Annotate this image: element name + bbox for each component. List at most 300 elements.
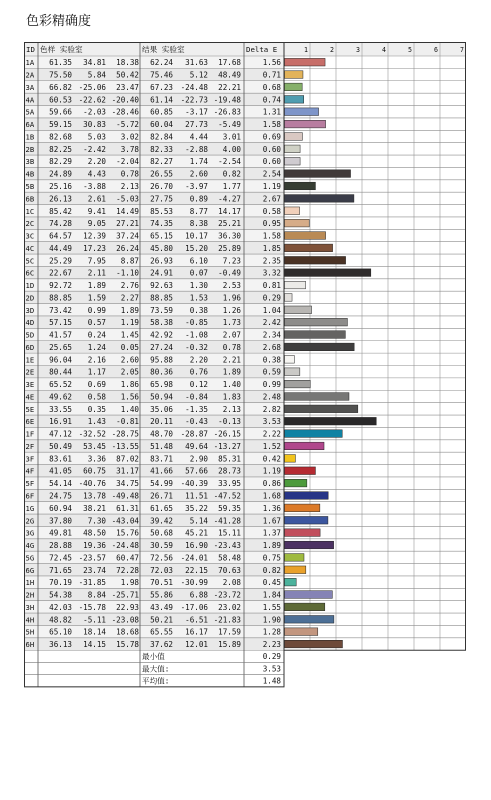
delta-bar xyxy=(285,318,348,326)
delta-bar xyxy=(285,71,303,79)
delta-bar xyxy=(285,417,377,425)
delta-value: 0.81 xyxy=(262,281,281,291)
sample-a: -25.06 xyxy=(78,82,106,92)
delta-value: 1.68 xyxy=(262,491,281,501)
result-b: 70.63 xyxy=(218,565,241,575)
sample-a: 0.24 xyxy=(87,330,106,340)
delta-value: 0.29 xyxy=(262,293,281,303)
tick-label: 2 xyxy=(330,46,334,54)
result-b: 2.08 xyxy=(222,578,241,588)
result-a: 22.15 xyxy=(185,565,208,575)
delta-value: 2.67 xyxy=(262,194,281,204)
delta-bar xyxy=(285,479,307,487)
sample-b: 18.38 xyxy=(116,58,139,68)
delta-value: 0.38 xyxy=(262,355,281,365)
sample-l: 85.42 xyxy=(49,206,72,216)
result-a: 16.90 xyxy=(185,541,208,551)
delta-value: 3.53 xyxy=(262,417,281,427)
result-l: 70.51 xyxy=(150,578,173,588)
row-id: 2E xyxy=(25,367,35,377)
sample-l: 42.03 xyxy=(49,602,72,612)
delta-bar xyxy=(285,393,349,401)
sample-l: 83.61 xyxy=(49,454,72,464)
row-id: 3E xyxy=(25,380,35,390)
sample-b: 50.42 xyxy=(116,70,139,80)
delta-bar xyxy=(285,628,318,636)
sample-a: -2.03 xyxy=(83,107,106,117)
sample-a: 2.20 xyxy=(87,157,106,167)
sample-a: 9.41 xyxy=(87,206,106,216)
row-id: 1E xyxy=(25,355,35,365)
sample-l: 82.25 xyxy=(49,144,72,154)
delta-value: 2.22 xyxy=(262,429,281,439)
result-l: 82.27 xyxy=(150,157,173,167)
sample-a: 12.39 xyxy=(83,231,106,241)
sample-b: 61.31 xyxy=(116,503,139,513)
result-a: 5.14 xyxy=(189,516,208,526)
result-l: 42.92 xyxy=(150,330,173,340)
sample-a: 7.95 xyxy=(87,256,106,266)
result-b: -23.72 xyxy=(213,590,241,600)
row-id: 3C xyxy=(25,231,35,241)
row-id: 5B xyxy=(25,182,35,191)
sample-l: 49.81 xyxy=(49,528,72,538)
sample-b: 27.21 xyxy=(116,219,139,229)
delta-bar xyxy=(285,256,346,264)
tick-label: 1 xyxy=(304,46,308,54)
sample-l: 82.29 xyxy=(49,157,72,167)
sample-a: 0.69 xyxy=(87,380,106,390)
delta-bar xyxy=(285,306,312,314)
sample-b: 1.40 xyxy=(120,404,139,414)
delta-bar xyxy=(285,83,303,91)
result-l: 51.48 xyxy=(150,441,173,451)
sample-l: 71.65 xyxy=(49,565,72,575)
result-b: 3.01 xyxy=(222,132,241,142)
result-a: 35.22 xyxy=(185,503,208,513)
result-a: 1.30 xyxy=(189,281,208,291)
delta-bar xyxy=(285,504,320,512)
sample-b: -25.71 xyxy=(111,590,139,600)
delta-value: 0.86 xyxy=(262,479,281,489)
result-l: 26.70 xyxy=(150,182,173,191)
delta-bar xyxy=(285,182,316,190)
sample-a: 3.36 xyxy=(87,454,106,464)
result-l: 27.24 xyxy=(150,342,173,352)
sample-l: 54.14 xyxy=(49,479,72,489)
row-id: 1F xyxy=(25,429,35,439)
sample-l: 96.04 xyxy=(49,355,72,365)
summary-label: 最小值 xyxy=(142,652,165,662)
row-id: 5E xyxy=(25,404,35,414)
sample-l: 24.75 xyxy=(49,491,72,501)
sample-b: 8.87 xyxy=(120,256,139,266)
sample-l: 70.19 xyxy=(49,578,72,588)
result-a: 12.01 xyxy=(185,640,208,650)
sample-b: 2.13 xyxy=(120,182,139,191)
delta-bar xyxy=(285,157,301,165)
result-a: 0.89 xyxy=(189,194,208,204)
sample-a: 2.11 xyxy=(87,268,106,278)
sample-l: 60.53 xyxy=(49,95,72,105)
delta-value: 1.84 xyxy=(262,590,281,600)
sample-a: 53.45 xyxy=(83,441,106,451)
result-a: 0.38 xyxy=(189,305,208,315)
delta-value: 0.42 xyxy=(262,454,281,464)
delta-bar xyxy=(285,343,355,351)
sample-b: -24.48 xyxy=(111,541,139,551)
result-l: 37.62 xyxy=(150,640,173,650)
sample-l: 66.82 xyxy=(49,82,72,92)
delta-bar xyxy=(285,467,316,475)
sample-l: 59.66 xyxy=(49,107,72,117)
result-l: 80.36 xyxy=(150,367,173,377)
sample-a: 48.50 xyxy=(83,528,106,538)
row-id: 1B xyxy=(25,132,35,142)
result-a: -0.32 xyxy=(185,342,208,352)
delta-value: 0.75 xyxy=(262,553,281,563)
row-id: 4D xyxy=(25,318,35,328)
row-id: 3A xyxy=(25,82,35,92)
delta-bar xyxy=(285,430,343,438)
sample-a: 8.84 xyxy=(87,590,106,600)
sample-b: 0.05 xyxy=(120,342,139,352)
sample-b: 2.76 xyxy=(120,281,139,291)
sample-l: 65.10 xyxy=(49,627,72,637)
delta-bar xyxy=(285,529,321,537)
sample-a: 34.81 xyxy=(83,58,106,68)
result-b: 36.30 xyxy=(218,231,241,241)
sample-b: 15.76 xyxy=(116,528,139,538)
result-a: 10.17 xyxy=(185,231,208,241)
result-b: 17.68 xyxy=(218,58,241,68)
result-a: 15.20 xyxy=(185,243,208,253)
result-b: 1.96 xyxy=(222,293,241,303)
row-id: 4C xyxy=(25,243,35,253)
result-l: 65.98 xyxy=(150,380,173,390)
result-a: -28.87 xyxy=(180,429,208,439)
sample-b: 22.93 xyxy=(116,602,139,612)
result-b: 1.89 xyxy=(222,367,241,377)
sample-a: 60.75 xyxy=(83,466,106,476)
delta-value: 1.58 xyxy=(262,120,281,130)
result-a: 11.51 xyxy=(185,491,208,501)
delta-bar xyxy=(285,207,300,215)
row-id: 2D xyxy=(25,293,35,303)
result-a: 4.44 xyxy=(189,132,208,142)
row-id: 6H xyxy=(25,640,35,650)
delta-value: 0.69 xyxy=(262,132,281,142)
delta-value: 2.23 xyxy=(262,640,281,650)
result-l: 61.14 xyxy=(150,95,173,105)
result-a: 1.53 xyxy=(189,293,208,303)
sample-b: 87.02 xyxy=(116,454,139,464)
delta-bar xyxy=(285,195,354,203)
result-a: 27.73 xyxy=(185,120,208,130)
sample-a: 19.36 xyxy=(83,541,106,551)
delta-bar xyxy=(285,591,333,599)
tick-label: 7 xyxy=(460,46,464,54)
sample-l: 75.50 xyxy=(49,70,72,80)
summary-value: 1.48 xyxy=(262,676,281,686)
row-id: 1A xyxy=(25,58,35,68)
result-b: -13.27 xyxy=(213,441,241,451)
sample-a: -22.62 xyxy=(78,95,106,105)
delta-bar xyxy=(285,96,304,104)
sample-l: 74.28 xyxy=(49,219,72,229)
row-id: 6F xyxy=(25,491,35,501)
row-id: 6D xyxy=(25,342,35,352)
result-b: 48.49 xyxy=(218,70,241,80)
sample-b: 1.56 xyxy=(120,392,139,402)
sample-a: 4.43 xyxy=(87,169,106,179)
row-id: 4B xyxy=(25,169,35,179)
delta-value: 1.31 xyxy=(262,107,281,117)
result-a: 0.12 xyxy=(189,380,208,390)
result-a: -0.43 xyxy=(185,417,208,427)
result-b: 25.21 xyxy=(218,219,241,229)
sample-b: -49.48 xyxy=(111,491,139,501)
row-id: 2G xyxy=(25,516,35,526)
sample-a: 18.14 xyxy=(83,627,106,637)
delta-bar xyxy=(285,120,326,128)
delta-value: 1.56 xyxy=(262,58,281,68)
sample-b: -0.81 xyxy=(116,417,139,427)
row-id: 5G xyxy=(25,553,35,563)
sample-l: 48.82 xyxy=(49,615,72,625)
result-l: 72.03 xyxy=(150,565,173,575)
row-id: 2F xyxy=(25,441,35,451)
delta-bar xyxy=(285,356,295,364)
delta-bar xyxy=(285,331,346,339)
result-a: 8.77 xyxy=(189,206,208,216)
result-b: 25.89 xyxy=(218,243,241,253)
delta-value: 0.60 xyxy=(262,144,281,154)
result-l: 75.46 xyxy=(150,70,173,80)
delta-value: 1.04 xyxy=(262,305,281,315)
sample-a: -40.76 xyxy=(78,479,106,489)
result-b: -2.54 xyxy=(218,157,241,167)
result-a: 8.38 xyxy=(189,219,208,229)
result-l: 82.33 xyxy=(150,144,173,154)
sample-a: 30.83 xyxy=(83,120,106,130)
result-b: 2.53 xyxy=(222,281,241,291)
result-l: 73.59 xyxy=(150,305,173,315)
result-l: 65.55 xyxy=(150,627,173,637)
result-l: 61.65 xyxy=(150,503,173,513)
sample-a: -3.88 xyxy=(83,182,106,191)
sample-a: 7.30 xyxy=(87,516,106,526)
sample-l: 60.94 xyxy=(49,503,72,513)
result-b: 15.89 xyxy=(218,640,241,650)
delta-bar xyxy=(285,566,306,574)
sample-l: 25.29 xyxy=(49,256,72,266)
result-l: 48.70 xyxy=(150,429,173,439)
sample-a: 23.74 xyxy=(83,565,106,575)
sample-a: 0.57 xyxy=(87,318,106,328)
delta-bar xyxy=(285,455,296,463)
result-a: -17.06 xyxy=(180,602,208,612)
sample-b: 3.78 xyxy=(120,144,139,154)
result-a: -0.84 xyxy=(185,392,208,402)
result-b: 33.95 xyxy=(218,479,241,489)
sample-l: 28.88 xyxy=(49,541,72,551)
result-l: 39.42 xyxy=(150,516,173,526)
delta-value: 1.37 xyxy=(262,528,281,538)
sample-a: 0.99 xyxy=(87,305,106,315)
delta-bar xyxy=(285,170,351,178)
result-b: 0.82 xyxy=(222,169,241,179)
delta-bar xyxy=(285,133,303,141)
delta-bar xyxy=(285,269,371,277)
result-a: 6.88 xyxy=(189,590,208,600)
result-a: -0.85 xyxy=(185,318,208,328)
result-l: 67.23 xyxy=(150,82,173,92)
delta-bar xyxy=(285,554,305,562)
sample-b: 2.27 xyxy=(120,293,139,303)
delta-value: 2.48 xyxy=(262,392,281,402)
result-l: 24.91 xyxy=(150,268,173,278)
result-l: 54.99 xyxy=(150,479,173,489)
delta-bar xyxy=(285,578,297,586)
delta-value: 1.89 xyxy=(262,541,281,551)
result-a: -2.88 xyxy=(185,144,208,154)
result-l: 43.49 xyxy=(150,602,173,612)
delta-bar xyxy=(285,405,358,413)
summary-label: 平均值: xyxy=(142,676,170,686)
sample-b: 31.17 xyxy=(116,466,139,476)
result-b: 1.77 xyxy=(222,182,241,191)
result-a: 0.07 xyxy=(189,268,208,278)
tick-label: 5 xyxy=(408,46,412,54)
delta-value: 0.74 xyxy=(262,95,281,105)
delta-bar xyxy=(285,492,329,500)
result-a: 2.60 xyxy=(189,169,208,179)
delta-value: 0.68 xyxy=(262,82,281,92)
row-id: 2B xyxy=(25,144,35,154)
sample-b: 2.05 xyxy=(120,367,139,377)
row-id: 1D xyxy=(25,281,35,291)
row-id: 6E xyxy=(25,417,35,427)
result-b: 1.26 xyxy=(222,305,241,315)
result-b: 1.73 xyxy=(222,318,241,328)
sample-a: 1.59 xyxy=(87,293,106,303)
sample-l: 22.67 xyxy=(49,268,72,278)
sample-l: 64.57 xyxy=(49,231,72,241)
result-b: -23.43 xyxy=(213,541,241,551)
sample-l: 41.57 xyxy=(49,330,72,340)
delta-value: 0.95 xyxy=(262,219,281,229)
row-id: 5D xyxy=(25,330,35,340)
sample-l: 61.35 xyxy=(49,58,72,68)
row-id: 5A xyxy=(25,107,35,117)
row-id: 5H xyxy=(25,627,35,637)
result-b: 1.83 xyxy=(222,392,241,402)
delta-bar xyxy=(285,603,325,611)
result-b: 15.11 xyxy=(218,528,241,538)
summary-value: 0.29 xyxy=(262,652,281,662)
sample-l: 92.72 xyxy=(49,281,72,291)
result-l: 55.86 xyxy=(150,590,173,600)
result-b: 23.02 xyxy=(218,602,241,612)
sample-b: -13.55 xyxy=(111,441,139,451)
delta-value: 1.36 xyxy=(262,503,281,513)
result-a: 2.90 xyxy=(189,454,208,464)
result-l: 92.63 xyxy=(150,281,173,291)
result-a: -24.01 xyxy=(180,553,208,563)
delta-bar xyxy=(285,640,343,648)
sample-b: 1.86 xyxy=(120,380,139,390)
row-id: 6B xyxy=(25,194,35,204)
result-l: 72.56 xyxy=(150,553,173,563)
result-b: -26.83 xyxy=(213,107,241,117)
row-id: 3G xyxy=(25,528,35,538)
delta-value: 1.52 xyxy=(262,441,281,451)
result-b: -21.83 xyxy=(213,615,241,625)
summary-label: 最大值: xyxy=(142,664,170,674)
sample-a: 14.15 xyxy=(83,640,106,650)
row-id: 1H xyxy=(25,578,35,588)
delta-value: 2.34 xyxy=(262,330,281,340)
delta-value: 1.55 xyxy=(262,602,281,612)
delta-bar xyxy=(285,108,319,116)
result-b: 2.07 xyxy=(222,330,241,340)
result-b: 17.59 xyxy=(218,627,241,637)
result-a: -22.73 xyxy=(180,95,208,105)
result-b: 2.21 xyxy=(222,355,241,365)
sample-a: 13.78 xyxy=(83,491,106,501)
header-delta: Delta E xyxy=(246,45,278,54)
result-b: -41.28 xyxy=(213,516,241,526)
sample-a: 0.58 xyxy=(87,392,106,402)
delta-value: 2.54 xyxy=(262,169,281,179)
row-id: 2C xyxy=(25,219,35,229)
row-id: 5C xyxy=(25,256,35,266)
delta-value: 0.58 xyxy=(262,206,281,216)
result-b: 58.48 xyxy=(218,553,241,563)
sample-l: 80.44 xyxy=(49,367,72,377)
header-band xyxy=(24,42,466,56)
delta-value: 2.68 xyxy=(262,342,281,352)
color-accuracy-table xyxy=(24,42,466,772)
result-l: 30.59 xyxy=(150,541,173,551)
result-l: 45.80 xyxy=(150,243,173,253)
result-a: 0.76 xyxy=(189,367,208,377)
result-a: -40.39 xyxy=(180,479,208,489)
sample-l: 72.45 xyxy=(49,553,72,563)
page-title: 色彩精确度 xyxy=(26,14,92,29)
result-b: -5.49 xyxy=(218,120,241,130)
result-b: -26.15 xyxy=(213,429,241,439)
result-b: 4.00 xyxy=(222,144,241,154)
result-l: 20.11 xyxy=(150,417,173,427)
sample-l: 47.12 xyxy=(49,429,72,439)
sample-a: 5.84 xyxy=(87,70,106,80)
sample-b: 1.45 xyxy=(120,330,139,340)
delta-bar xyxy=(285,516,328,524)
sample-l: 49.62 xyxy=(49,392,72,402)
sample-b: -5.03 xyxy=(116,194,139,204)
result-l: 26.71 xyxy=(150,491,173,501)
sample-b: 1.98 xyxy=(120,578,139,588)
sample-l: 25.16 xyxy=(49,182,72,191)
sample-b: -23.08 xyxy=(111,615,139,625)
delta-value: 1.90 xyxy=(262,615,281,625)
delta-value: 0.45 xyxy=(262,578,281,588)
sample-b: -20.40 xyxy=(111,95,139,105)
result-l: 27.75 xyxy=(150,194,173,204)
result-a: 2.20 xyxy=(189,355,208,365)
